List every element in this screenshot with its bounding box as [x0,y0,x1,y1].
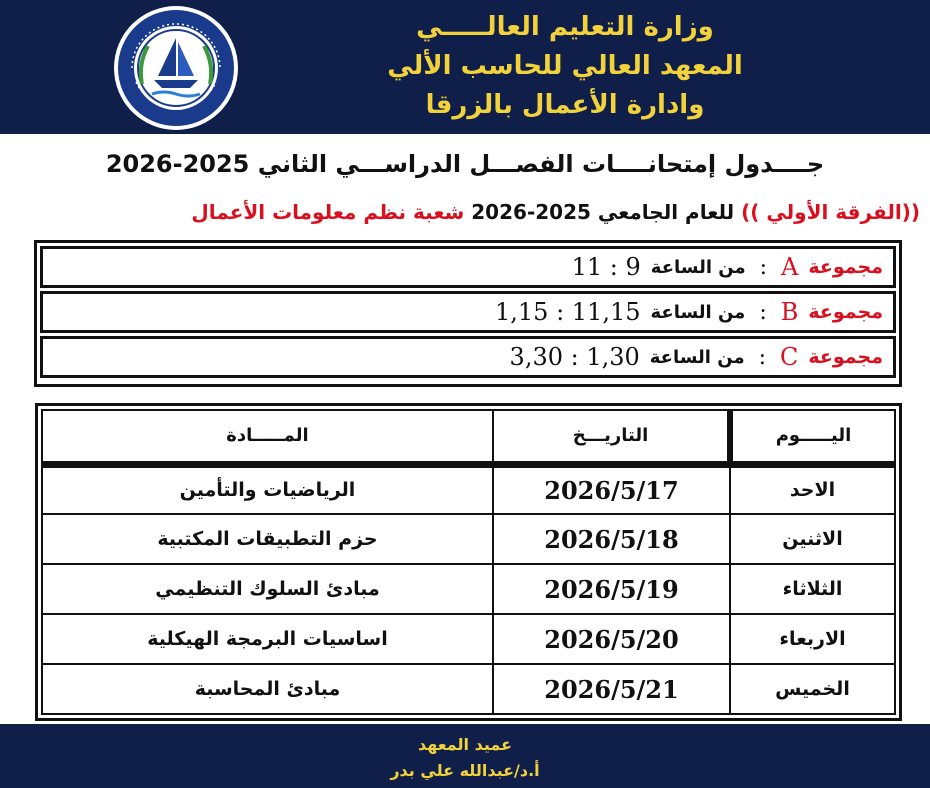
schedule-subtitle [10,194,920,230]
schedule-title: جــــدول إمتحانــــات الفصـــل الدراســـي الثاني 2025-2026 [105,150,825,178]
table-row [42,664,895,714]
cell-date: 2026/5/19 [493,564,730,614]
group-separator: : [759,254,768,280]
subtitle-year: للعام الجامعي 2025-2026 [471,200,735,224]
cell-subject: الرياضيات والتأمين [42,464,493,514]
header-subject: المـــــادة [42,410,493,464]
cell-day: الخميس [730,664,895,714]
ministry-heading [330,8,800,125]
subtitle-division: شعبة نظم معلومات الأعمال [191,200,465,224]
group-label: مجموعة [808,256,883,278]
cell-date: 2026/5/17 [493,464,730,514]
table-row [42,464,895,514]
header-banner [0,0,930,134]
cell-day: الاربعاء [730,614,895,664]
cell-day: الاحد [730,464,895,514]
cell-subject: مبادئ المحاسبة [42,664,493,714]
cell-day: الثلاثاء [730,564,895,614]
group-from-label: من الساعة [650,256,746,278]
cell-date: 2026/5/21 [493,664,730,714]
group-time: 3,30 : 1,30 [509,343,640,371]
exam-table [41,409,896,715]
cell-day: الاثنين [730,514,895,564]
group-times-box [34,240,902,387]
header-day: اليـــــوم [730,410,895,464]
group-separator: : [759,299,767,325]
group-row-c [40,336,896,378]
group-from-label: من الساعة [649,346,745,368]
group-row-b [40,291,896,333]
group-time: 1,15 : 11,15 [495,298,641,326]
table-row [42,614,895,664]
cell-subject: حزم التطبيقات المكتبية [42,514,493,564]
group-separator: : [758,344,767,370]
table-row [42,564,895,614]
footer-banner [0,724,930,788]
dean-title: عميد المعهد [417,735,513,754]
location-line: وادارة الأعمال بالزرقا [425,90,705,120]
cell-date: 2026/5/20 [493,614,730,664]
group-time: 11 : 9 [571,253,641,281]
cell-date: 2026/5/18 [493,514,730,564]
table-row [42,514,895,564]
dean-name: أ.د/عبدالله علي بدر [390,761,540,780]
cell-subject: اساسيات البرمجة الهيكلية [42,614,493,664]
group-letter: B [780,298,799,326]
group-label: مجموعة [808,301,883,323]
institute-seal-logo [112,4,240,132]
institute-line: المعهد العالي للحاسب الألي [387,51,743,81]
ministry-line: وزارة التعليم العالـــــي [416,12,714,42]
exam-schedule [35,403,902,721]
group-letter: A [781,253,799,281]
table-header-row [42,410,895,464]
group-label: مجموعة [808,346,883,368]
header-date: التاريـــخ [493,410,730,464]
group-letter: C [780,343,799,371]
group-from-label: من الساعة [650,301,746,323]
group-row-a [40,246,896,288]
cell-subject: مبادئ السلوك التنظيمي [42,564,493,614]
subtitle-class: ((الفرقة الأولي )) [741,200,920,224]
